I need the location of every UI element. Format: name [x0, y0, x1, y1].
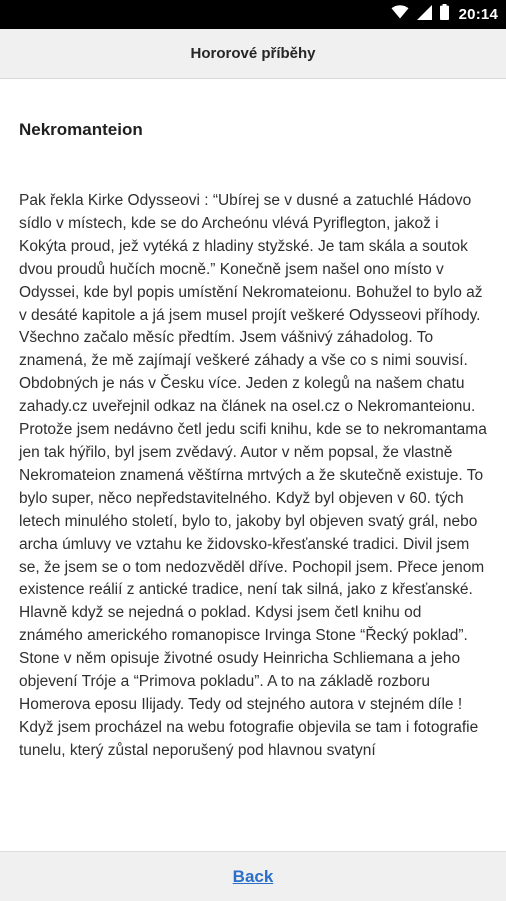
status-time: 20:14 — [458, 6, 498, 23]
signal-icon — [417, 5, 432, 25]
back-button[interactable]: Back — [232, 866, 274, 886]
status-bar — [0, 0, 506, 29]
app-title: Hororové příběhy — [190, 45, 316, 62]
article-title: Nekromanteion — [19, 120, 143, 139]
app-bar — [0, 29, 506, 79]
article-body: Pak řekla Kirke Odysseovi : “Ubírej se v dusné a zatuchlé Hádovo sídlo v místech, kde se do Archeónu vlévá Pyriflegton, jakož i Kokýta proud, jež vytéká z hladiny styžské. Je tam skála a soutok dvou proudů hučích mocně.” Konečně jsem našel ono místo v Odyssei, kde byl popis umístění Nekromateionu. Bohužel to bylo až v desáté kapitole a já jsem musel projít veškeré Odysseovi příhody. Všechno začalo měsíc předtím. Jsem vášnivý záhadolog. To znamená, že mě zajímají veškeré záhady a vše co s nimi souvisí. Obdobných je nás v Česku více. Jeden z kolegů na našem chatu zahady.cz uveřejnil odkaz na článek na osel.cz o Nekromanteionu. Protože jsem nedávno četl jedu scifi knihu, kde se to nekromantama jen tak hýřilo, byl jsem zvědavý. Autor v něm popsal, že vlastně Nekromateion znamená věštírna mrtvých a že skutečně existuje. To bylo super, něco nepředstavitelného. Když byl objeven v 60. tých letech minulého století, bylo to, jakoby byl objeven svatý grál, nebo archa úmluvy ve vztahu ke židovsko-křesťanské tradici. Divil jsem se, že jsem se o tom nedozvěděl dříve. Pochopil jsem. Přece jenom existence reálií z antické tradice, není tak silná, jako z křesťanské. Hlavně když se nejedná o poklad. Kdysi jsem četl knihu od známého amerického romanopisce Irvinga Stone “Řecký poklad”. Stone v něm opisuje životné osudy Heinricha Schliemana a jeho objevení Tróje a “Primova pokladu”. A to na základě rozboru Homerova eposu Ilijady. Tedy od stejného autora v stejném díle ! Když jsem procházel na webu fotografie objevila se tam i fotografie tunelu, který zůstal neporušený pod hlavnou svatyní — [19, 192, 487, 759]
bottom-bar — [0, 851, 506, 901]
wifi-icon — [391, 5, 409, 24]
status-icons — [391, 0, 498, 29]
battery-icon — [440, 4, 449, 25]
article-scroll-area[interactable] — [0, 79, 506, 851]
